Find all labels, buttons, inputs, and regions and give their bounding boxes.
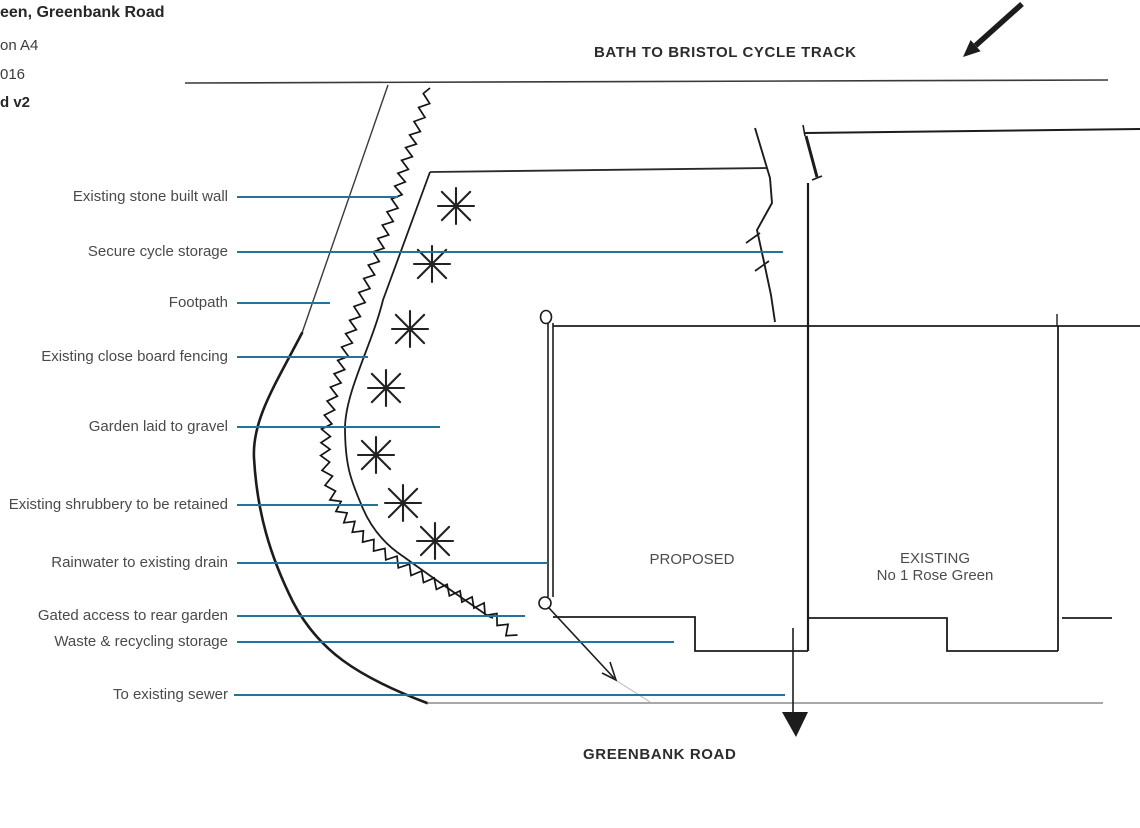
annotation-leader-line — [237, 562, 548, 564]
existing-label-line1: EXISTING — [899, 550, 970, 567]
plant-asterisk — [385, 485, 421, 521]
rainwater-pipe-top-circle — [541, 311, 552, 324]
annotation-leader-line — [237, 196, 398, 198]
title-block-line3: 016 — [0, 66, 26, 83]
annotation-leader-line — [237, 641, 674, 643]
annotation-label: To existing sewer — [112, 686, 228, 703]
annotation-leader-line — [237, 426, 440, 428]
drain-connection-arrow — [549, 608, 650, 702]
annotation-label: Secure cycle storage — [87, 243, 228, 260]
annotation-label: Existing stone built wall — [72, 188, 228, 205]
rear-garden-wall — [803, 125, 1140, 180]
title-block-line2: on A4 — [0, 37, 39, 54]
greenbank-road-title: GREENBANK ROAD — [583, 746, 737, 763]
annotation-label: Waste & recycling storage — [54, 633, 228, 650]
plot-top-boundary-line — [430, 168, 767, 172]
annotation-leader-line — [237, 615, 525, 617]
annotation-label: Garden laid to gravel — [88, 418, 228, 435]
annotation-leader-line — [237, 251, 783, 253]
plant-asterisk — [392, 311, 428, 347]
close-board-fencing-curve — [345, 172, 493, 618]
north-arrow-icon — [963, 4, 1022, 57]
proposed-building-outline — [539, 311, 808, 652]
existing-building-label — [855, 550, 1015, 584]
plant-asterisk — [358, 437, 394, 473]
stone-wall-scribble — [321, 88, 518, 636]
annotation-label: Gated access to rear garden — [37, 607, 228, 624]
title-block-line4: d v2 — [0, 94, 31, 111]
annotation-leader-line — [234, 694, 785, 696]
cycle-track-road-line — [185, 80, 1108, 83]
plant-asterisk — [417, 523, 453, 559]
downpipe-arrow — [782, 628, 808, 737]
annotation-label: Existing close board fencing — [41, 348, 228, 365]
existing-label-line2: No 1 Rose Green — [876, 567, 994, 584]
existing-building-outline — [808, 314, 1140, 651]
annotation-leader-line — [237, 504, 378, 506]
cycle-track-title: BATH TO BRISTOL CYCLE TRACK — [594, 44, 857, 61]
title-block-line1: een, Greenbank Road — [0, 4, 165, 21]
annotation-label: Rainwater to existing drain — [51, 554, 228, 571]
proposed-building-label: PROPOSED — [649, 551, 735, 568]
annotation-leader-line — [237, 302, 330, 304]
annotation-leader-line — [237, 356, 368, 358]
rainwater-pipe-bottom-circle — [539, 597, 551, 609]
plant-asterisk — [438, 188, 474, 224]
boundary-fence-with-ticks — [746, 128, 775, 322]
footpath-boundary-line — [302, 85, 388, 333]
plant-asterisk — [368, 370, 404, 406]
annotation-label: Footpath — [168, 294, 228, 311]
annotation-label: Existing shrubbery to be retained — [8, 496, 228, 513]
